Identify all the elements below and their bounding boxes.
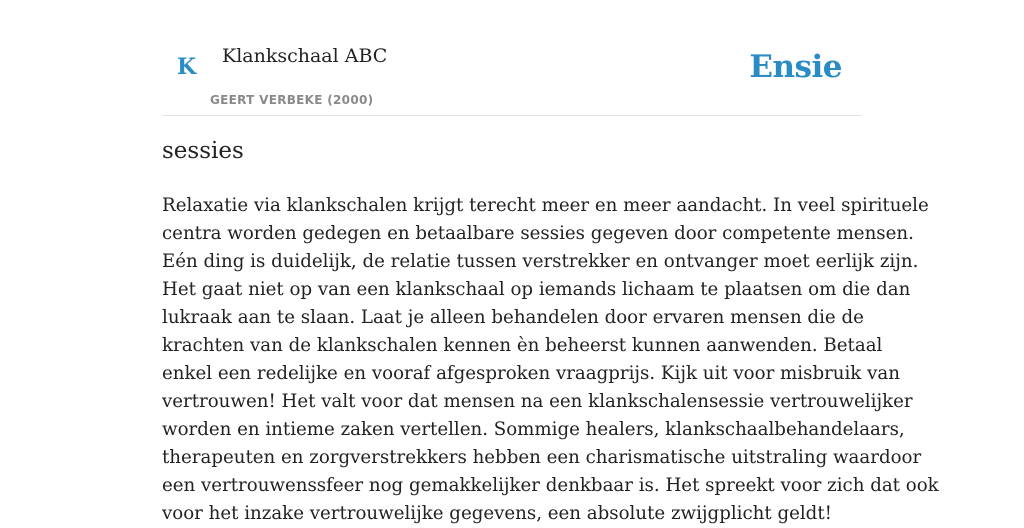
body-line: therapeuten en zorgverstrekkers hebben een charismatische uitstraling waardoor	[162, 447, 922, 468]
entry-title: sessies	[162, 138, 244, 164]
body-line: centra worden gedegen en betaalbare sessies gegeven door competente mensen.	[162, 223, 914, 244]
entry-header	[162, 0, 862, 116]
body-line: lukraak aan te slaan. Laat je alleen behandelen door ervaren mensen die de	[162, 307, 864, 328]
body-line: vertrouwen! Het valt voor dat mensen na een klankschalensessie vertrouwelijker	[162, 391, 913, 412]
content-column	[162, 0, 939, 524]
ensie-logo-link[interactable]: Ensie	[749, 49, 842, 85]
book-title-link[interactable]: Klankschaal ABC	[222, 45, 388, 67]
body-line: krachten van de klankschalen kennen èn beheerst kunnen aanwenden. Betaal	[162, 335, 883, 356]
body-line: voor het inzake vertrouwelijke gegevens, een absolute zwijgplicht geldt!	[162, 503, 832, 524]
body-line: worden en intieme zaken vertellen. Sommige healers, klankschaalbehandelaars,	[162, 419, 905, 440]
body-line: een vertrouwenssfeer nog gemakkelijker denkbaar is. Het spreekt voor zich dat ook	[162, 475, 939, 496]
book-logo-icon[interactable]: K	[177, 54, 197, 80]
entry-body	[162, 192, 939, 528]
body-line: Relaxatie via klankschalen krijgt terecht meer en meer aandacht. In veel spirituele	[162, 195, 929, 216]
body-line: enkel een redelijke en vooraf afgesproken vraagprijs. Kijk uit voor misbruik van	[162, 363, 900, 384]
author-label: GEERT VERBEKE (2000)	[210, 93, 374, 107]
body-line: Het gaat niet op van een klankschaal op iemands lichaam te plaatsen om die dan	[162, 279, 911, 300]
body-line: Eén ding is duidelijk, de relatie tussen verstrekker en ontvanger moet eerlijk zijn.	[162, 251, 919, 272]
